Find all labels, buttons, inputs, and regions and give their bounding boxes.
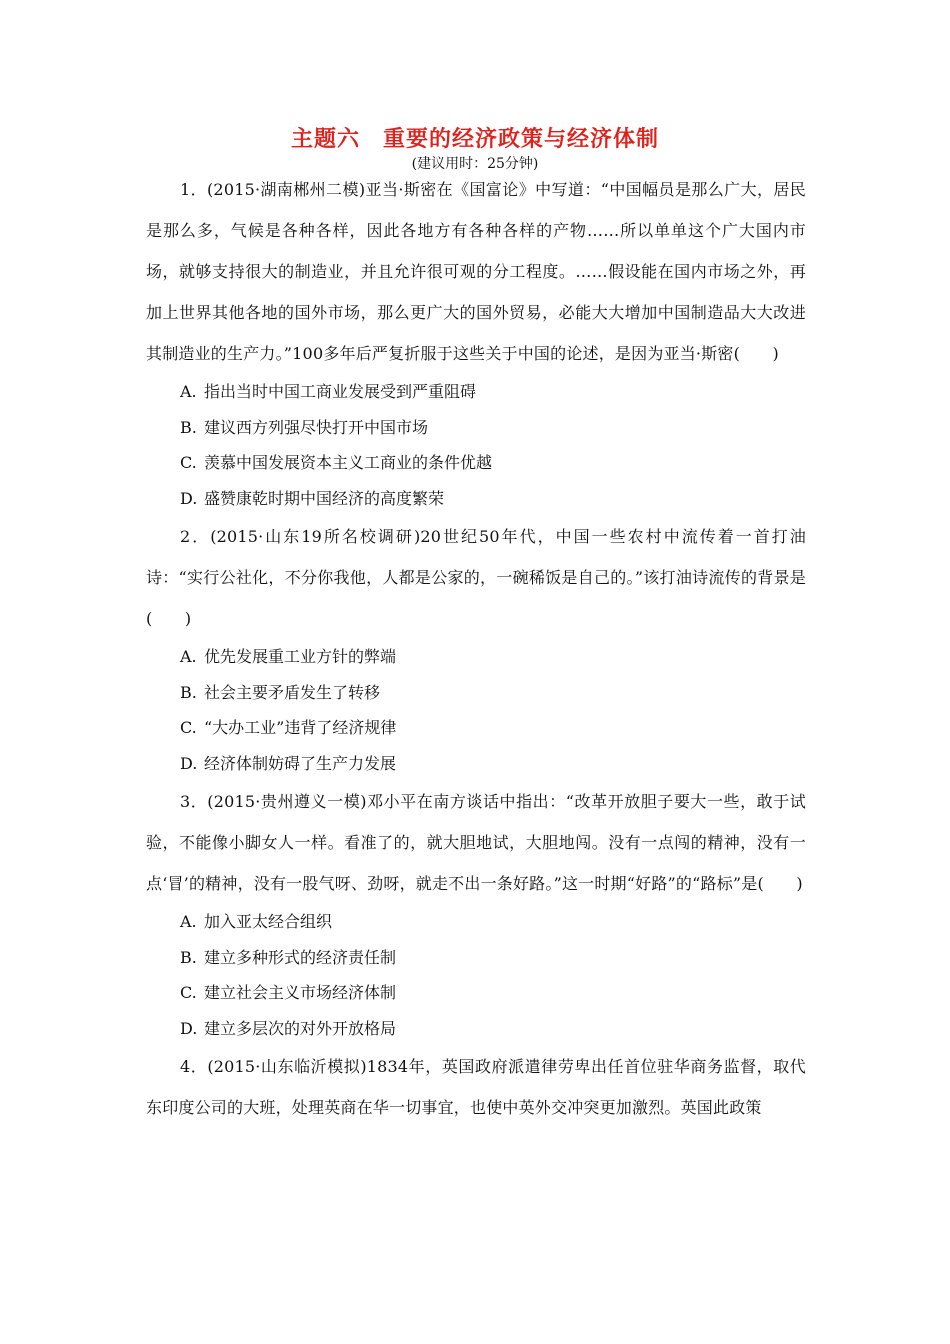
question-stem: 3．(2015·贵州遵义一模)邓小平在南方谈话中指出：“改革开放胆子要大一些，敢于试验，不能像小脚女人一样。看准了的，就大胆地试，大胆地闯。没有一点闯的精神，没有一点‘冒’的精神，没有一股气呀、劲呀，就走不出一条好路。”这一时期“好路”的“路标”是( ) [146, 792, 806, 893]
option-c [146, 975, 806, 1011]
option-key: C. [180, 718, 197, 737]
page-subtitle: (建议用时：25分钟) [411, 156, 539, 172]
question-stem: 1．(2015·湖南郴州二模)亚当·斯密在《国富论》中写道：“中国幅员是那么广大，居民是那么多，气候是各种各样，因此各地方有各种各样的产物……所以单单这个广大国内市场，就够支持很大的制造业，并且允许很可观的分工程度。……假设能在国内市场之外，再加上世界其他各地的国外市场，那么更广大的国外贸易，必能大大增加中国制造品大大改进其制造业的生产力。”100多年后严复折服于这些关于中国的论述，是因为亚当·斯密( ) [146, 180, 806, 363]
option-text: 指出当时中国工商业发展受到严重阻碍 [204, 382, 477, 401]
option-key: A. [180, 912, 197, 931]
question-2 [146, 516, 806, 781]
option-a [146, 639, 806, 675]
option-text: 盛赞康乾时期中国经济的高度繁荣 [204, 488, 445, 508]
option-list [146, 639, 806, 781]
option-key: A. [180, 382, 197, 401]
option-text: 优先发展重工业方针的弊端 [204, 647, 397, 666]
option-text: “大办工业”违背了经济规律 [204, 718, 397, 737]
page-title: 主题六 重要的经济政策与经济体制 [290, 127, 659, 152]
option-b [146, 940, 806, 976]
question-list [146, 169, 806, 1128]
option-text: 加入亚太经合组织 [204, 912, 333, 931]
option-a [146, 904, 806, 940]
option-d [146, 1011, 806, 1047]
option-text: 经济体制妨碍了生产力发展 [204, 753, 397, 773]
option-key: C. [180, 453, 197, 472]
option-text: 建议西方列强尽快打开中国市场 [204, 417, 429, 437]
option-key: C. [180, 983, 197, 1002]
option-list [146, 904, 806, 1046]
question-stem: 4．(2015·山东临沂模拟)1834年，英国政府派遣律劳卑出任首位驻华商务监督，取代东印度公司的大班，处理英商在华一切事宜，也使中英外交冲突更加激烈。英国此政策 [146, 1057, 806, 1117]
option-key: D. [180, 1018, 198, 1038]
option-key: D. [180, 488, 198, 508]
option-key: B. [180, 947, 197, 967]
option-list [146, 374, 806, 516]
option-text: 建立多种形式的经济责任制 [204, 947, 397, 967]
option-text: 建立社会主义市场经济体制 [204, 983, 397, 1002]
question-1 [146, 169, 806, 516]
option-text: 建立多层次的对外开放格局 [204, 1018, 397, 1038]
question-3 [146, 781, 806, 1046]
option-d [146, 481, 806, 517]
option-c [146, 445, 806, 481]
option-key: B. [180, 417, 197, 437]
option-key: B. [180, 682, 197, 702]
question-stem: 2．(2015·山东19所名校调研)20世纪50年代，中国一些农村中流传着一首打油诗：“实行公社化，不分你我他，人都是公家的，一碗稀饭是自己的。”该打油诗流传的背景是( ) [146, 527, 806, 628]
option-c [146, 710, 806, 746]
option-a [146, 374, 806, 410]
option-b [146, 675, 806, 711]
option-b [146, 410, 806, 446]
option-d [146, 746, 806, 782]
question-4 [146, 1046, 806, 1128]
option-key: A. [180, 647, 197, 666]
option-key: D. [180, 753, 198, 773]
option-text: 羡慕中国发展资本主义工商业的条件优越 [204, 453, 493, 472]
option-text: 社会主要矛盾发生了转移 [204, 682, 381, 702]
